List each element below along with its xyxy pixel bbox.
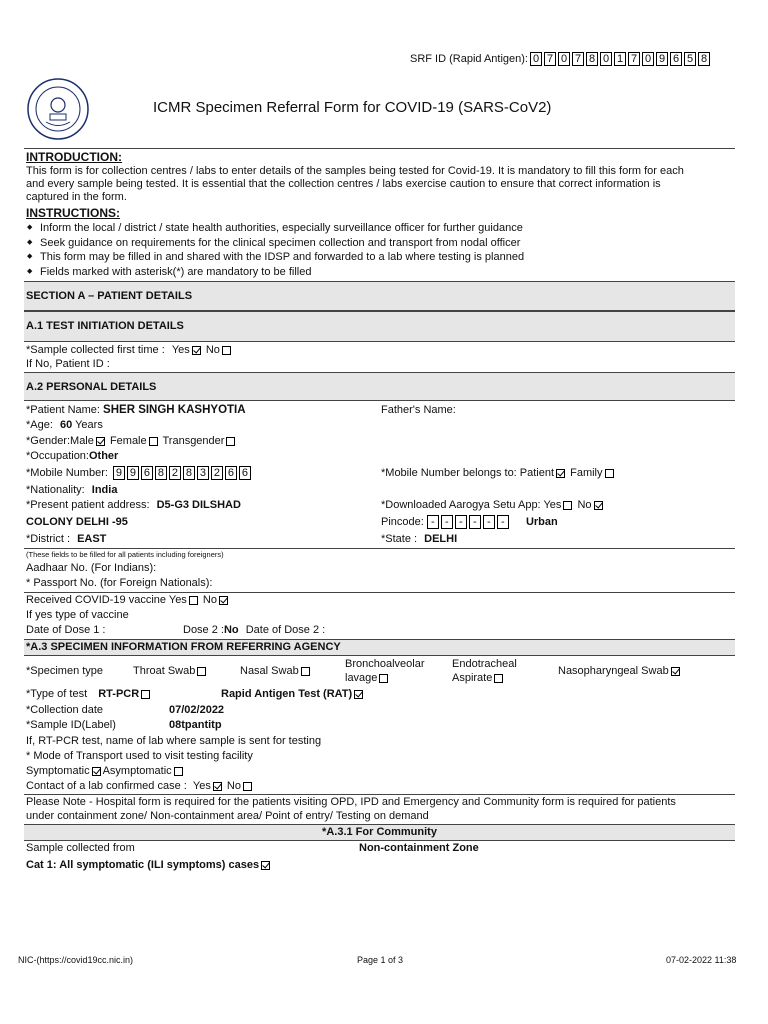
first-time-row: *Sample collected first time : Yes No [26,344,233,356]
srf-digit-box: 1 [614,52,626,66]
pincode-digit-box: - [455,515,467,529]
passport-label: * Passport No. (for Foreign Nationals): [26,577,213,589]
footer-page: Page 1 of 3 [357,955,404,965]
naso-option: Nasopharyngeal Swab [558,665,682,677]
dose2-value: No [223,624,239,636]
occupation-row: *Occupation:Other [26,450,119,462]
srf-id-digits [530,53,712,65]
footer-source: NIC-(https://covid19cc.nic.in) [18,955,134,965]
instruction-item: ◆ Inform the local / district / state health authorities, especially surveillance officer for further guidance [24,221,524,236]
section-a-title: SECTION A – PATIENT DETAILS [26,290,193,302]
address-line-2: COLONY DELHI -95 [26,516,128,528]
symptomatic-checkbox[interactable] [92,767,101,776]
broncho-option: lavage [345,672,390,684]
pincode-row: Pincode: - - - - - - Urban [381,516,558,528]
a1-header [24,311,735,342]
pincode-digit-box: - [427,515,439,529]
patient-name-row: *Patient Name: SHER SINGH KASHYOTIA [26,404,246,416]
district-row: *District : EAST [26,533,107,545]
nasal-swab-option: Nasal Swab [240,665,312,677]
nationality-value: India [91,484,118,496]
zone-value: Non-containment Zone [359,842,479,854]
gender-female-checkbox[interactable] [149,437,158,446]
aarogya-row: *Downloaded Aarogya Setu App: Yes No [381,499,605,511]
srf-digit-box: 7 [544,52,556,66]
throat-swab-checkbox[interactable] [197,667,206,676]
mobile-belongs-row: *Mobile Number belongs to: Patient Family [381,467,616,479]
nasal-swab-checkbox[interactable] [301,667,310,676]
mobile-digit-box: 3 [197,466,209,480]
intro-heading: INTRODUCTION: [26,150,122,164]
test-type-row: *Type of test RT-PCR [26,688,152,700]
patient-name: SHER SINGH KASHYOTIA [103,404,246,416]
icmr-logo [26,77,90,141]
mobile-digit-box: 8 [183,466,195,480]
vaccine-yes-checkbox[interactable] [189,596,198,605]
intro-line-3: captured in the form. [26,191,127,203]
broncho-checkbox[interactable] [379,674,388,683]
first-time-yes-checkbox[interactable] [192,346,201,355]
srf-digit-box: 6 [670,52,682,66]
mobile-digit-box: 6 [141,466,153,480]
srf-digit-box: 0 [600,52,612,66]
cat1-row: Cat 1: All symptomatic (ILI symptoms) cases [26,859,272,871]
pincode-digit-box: - [483,515,495,529]
aadhaar-label: Aadhaar No. (For Indians): [26,562,157,574]
a2-header [24,372,735,401]
first-time-no-checkbox[interactable] [222,346,231,355]
srf-digit-box: 0 [558,52,570,66]
specimen-type-label: *Specimen type [26,665,104,677]
father-name-label: Father's Name: [381,404,456,416]
mobile-digits [113,467,253,479]
dose2-row: Dose 2 :No Date of Dose 2 : [183,624,326,636]
transport-label: * Mode of Transport used to visit testing facility [26,750,253,762]
aarogya-no-checkbox[interactable] [594,501,603,510]
a3-header [24,639,735,656]
a31-title: *A.3.1 For Community [322,826,437,838]
srf-digit-box: 0 [530,52,542,66]
collected-from-label: Sample collected from [26,842,135,854]
instructions-list [24,221,524,279]
section-a-header [24,281,735,311]
asymptomatic-checkbox[interactable] [174,767,183,776]
collection-date-label: *Collection date [26,704,104,716]
symptom-row: Symptomatic Asymptomatic [26,765,185,777]
foreign-note: (These fields to be filled for all patients including foreigners) [26,550,224,559]
a3-title: *A.3 SPECIMEN INFORMATION FROM REFERRING AGENCY [26,641,341,653]
srf-digit-box: 7 [628,52,640,66]
rat-checkbox[interactable] [354,690,363,699]
gender-transgender-checkbox[interactable] [226,437,235,446]
belongs-patient-checkbox[interactable] [556,469,565,478]
patient-id-label: If No, Patient ID : [26,358,110,370]
state-row: *State : DELHI [381,533,458,545]
vaccine-no-checkbox[interactable] [219,596,228,605]
vaccine-row: Received COVID-19 vaccine Yes No [26,594,230,606]
mobile-digit-box: 9 [113,466,125,480]
age-row: *Age: 60 Years [26,419,103,431]
mobile-digit-box: 2 [169,466,181,480]
footer-timestamp: 07-02-2022 11:38 [666,955,737,965]
mobile-digit-box: 9 [127,466,139,480]
srf-digit-box: 5 [684,52,696,66]
a31-header [24,824,735,841]
contact-yes-checkbox[interactable] [213,782,222,791]
contact-no-checkbox[interactable] [243,782,252,791]
address-row: *Present patient address: D5-G3 DILSHAD [26,499,241,511]
belongs-family-checkbox[interactable] [605,469,614,478]
sample-id-label: *Sample ID(Label) [26,719,116,731]
nationality-row: *Nationality: India [26,484,118,496]
intro-line-2: and every sample being tested. It is essential that the collection centres / labs exercise caution to ensure that correct information is [26,178,661,190]
gender-male-checkbox[interactable] [96,437,105,446]
mobile-row: *Mobile Number: 9 9 6 8 2 8 3 2 6 6 [26,466,253,480]
mobile-digit-box: 8 [155,466,167,480]
instructions-heading: INSTRUCTIONS: [26,206,120,220]
occupation-value: Other [88,450,119,462]
address-line-1: D5-G3 DILSHAD [156,499,241,511]
srf-digit-box: 9 [656,52,668,66]
form-title: ICMR Specimen Referral Form for COVID-19 (SARS-CoV2) [153,99,552,116]
endo-checkbox[interactable] [494,674,503,683]
state-value: DELHI [424,533,458,545]
aarogya-yes-checkbox[interactable] [563,501,572,510]
lab-label: If, RT-PCR test, name of lab where sample is sent for testing [26,735,322,747]
srf-digit-box: 8 [698,52,710,66]
srf-id-label: SRF ID (Rapid Antigen): [410,53,528,65]
srf-digit-box: 8 [586,52,598,66]
sample-id-value: 08tpantitp [169,719,222,731]
broncho-line-1: Bronchoalveolar [345,658,425,670]
mobile-digit-box: 6 [239,466,251,480]
throat-swab-option: Throat Swab [133,665,208,677]
cat1-checkbox[interactable] [261,861,270,870]
collection-date-value: 07/02/2022 [169,704,225,716]
note-line-1: Please Note - Hospital form is required for the patients visiting OPD, IPD and Emergency and Community form is required for patients [26,796,676,808]
note-line-2: under containment zone/ Non-containment area/ Point of entry/ Testing on demand [26,810,429,822]
rat-option: Rapid Antigen Test (RAT) [221,688,365,700]
pincode-digit-box: - [469,515,481,529]
a1-title: A.1 TEST INITIATION DETAILS [26,320,184,332]
district-value: EAST [77,533,107,545]
area-value: Urban [525,516,558,528]
pincode-digit-box: - [497,515,509,529]
srf-digit-box: 7 [572,52,584,66]
srf-digit-box: 0 [642,52,654,66]
instruction-item: ◆ Seek guidance on requirements for the clinical specimen collection and transport from nodal officer [24,236,524,251]
age-value: 60 [59,419,73,431]
vaccine-type-label: If yes type of vaccine [26,609,129,621]
mobile-digit-box: 2 [211,466,223,480]
a2-title: A.2 PERSONAL DETAILS [26,381,157,393]
contact-row: Contact of a lab confirmed case : Yes No [26,780,254,792]
pincode-digits [427,516,511,528]
pincode-digit-box: - [441,515,453,529]
endo-option: Aspirate [452,672,505,684]
gender-row: *Gender:Male Female Transgender [26,435,237,447]
naso-checkbox[interactable] [671,667,680,676]
dose1-label: Date of Dose 1 : [26,624,106,636]
instruction-item: ◆ This form may be filled in and shared with the IDSP and forwarded to a lab where testing is planned [24,250,524,265]
rtpcr-checkbox[interactable] [141,690,150,699]
instruction-item: ◆ Fields marked with asterisk(*) are mandatory to be filled [24,265,524,280]
intro-line-1: This form is for collection centres / labs to enter details of the samples being tested for Covid-19. It is mandatory to fill this form for each [26,165,684,177]
srf-id [410,52,712,66]
endo-line-1: Endotracheal [452,658,517,670]
mobile-digit-box: 6 [225,466,237,480]
